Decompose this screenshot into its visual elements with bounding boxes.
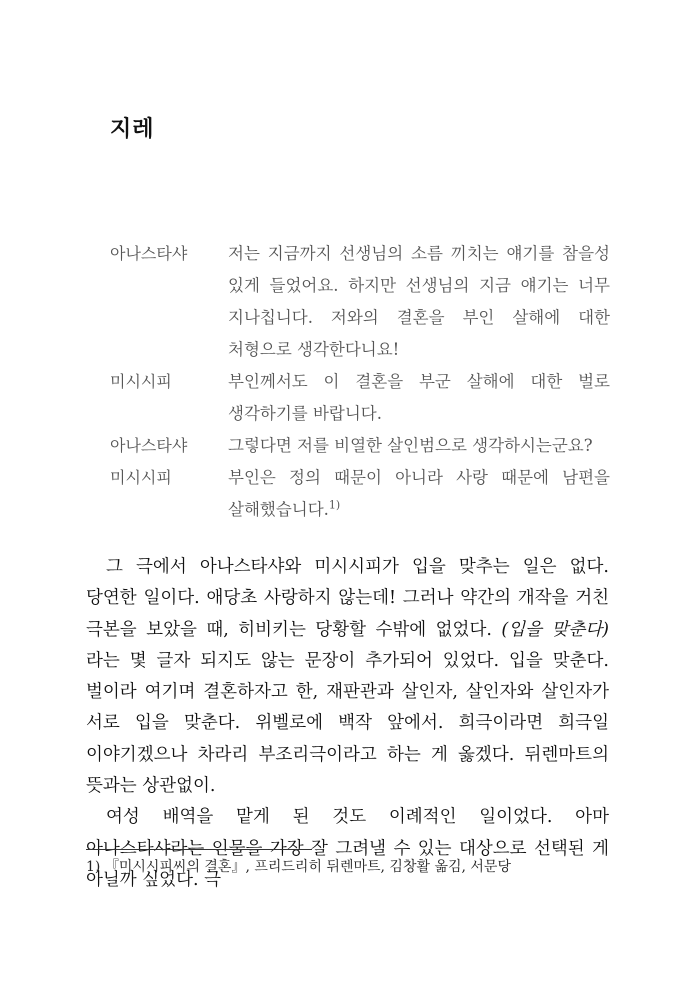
speech-content: 부인은 정의 때문이 아니라 사랑 때문에 남편을 살해했습니다. [228,468,610,519]
speaker-name: 미시시피 [110,372,172,391]
dialogue-block [110,238,610,526]
speaker-name: 아나스타샤 [110,244,188,263]
speech-text [228,366,610,430]
footnote-divider [86,849,312,850]
speech-content: 부인께서도 이 결혼을 부군 살해에 대한 벌로 생각하기를 바랍니다. [228,372,610,423]
speech-content: 그렇다면 저를 비열한 살인범으로 생각하시는군요? [228,436,593,455]
speech-text [228,430,610,462]
paragraph: 여성 배역을 맡게 된 것도 이례적인 일이었다. 아마 아나스타샤라는 인물을 가장 잘 그려낼 수 있는 대상으로 선택된 게 아닐까 싶었다. 극 [86,807,609,890]
dialogue-line [110,238,610,366]
speaker-name: 미시시피 [110,468,172,487]
footnote: 1) 『미시시피씨의 결혼』, 프리드리히 뒤렌마트, 김창활 옮김, 서문당 [86,859,511,875]
section-title: 지레 [110,117,155,142]
speech-text [228,238,610,366]
footnote-reference[interactable]: 1) [328,498,341,512]
paragraph-text: 라는 몇 글자 되지도 않는 문장이 추가되어 있었다. 입을 맞춘다. 벌이라 여기며 결혼하자고 한, 재판관과 살인자, 살인자와 살인자가 서로 입을 맞춘다. 위벨로에 백작 앞에서. 희극이라면 희극일 이야기겠으나 차라리 부조리극이라고 하는 게 옳겠다. 뒤렌마트의 뜻과는 상관없이. [86,650,609,797]
paragraph [86,552,609,802]
speech-content: 저는 지금까지 선생님의 소름 끼치는 얘기를 참을성 있게 들었어요. 하지만 선생님의 지금 얘기는 너무 지나칩니다. 저와의 결혼을 부인 살해에 대한 처형으로 생각한다니요! [228,244,610,359]
stage-direction: (입을 맞춘다) [501,619,609,640]
speech-text [228,462,610,526]
body-text [86,552,609,896]
dialogue-line [110,366,610,430]
speaker-name: 아나스타샤 [110,436,188,455]
dialogue-line [110,430,610,462]
paragraph-text: 그 극에서 아나스타샤와 미시시피가 입을 맞추는 일은 없다. 당연한 일이다. 애당초 사랑하지 않는데! 그러나 약간의 개작을 거친 극본을 보았을 때, 히비키는 당황할 수밖에 없었다. [86,557,609,640]
dialogue-line [110,462,610,526]
